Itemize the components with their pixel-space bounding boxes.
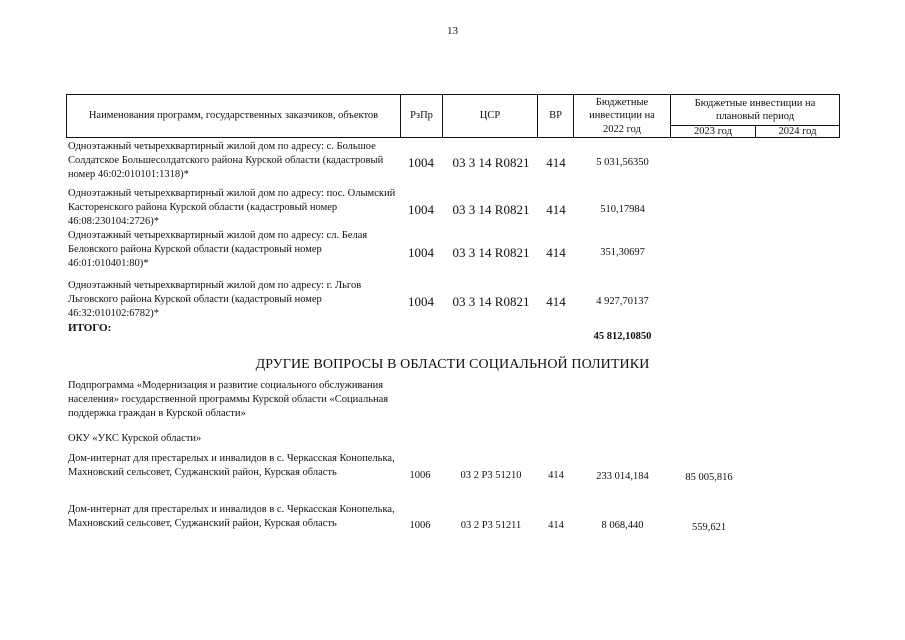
row-csr: 03 2 P3 51211 xyxy=(460,520,522,531)
row-vr: 414 xyxy=(546,245,566,260)
subprogram-title: Подпрограмма «Модернизация и развитие социального обслуживания населения» государственной программы Курской области «Социальная поддержка граждан в Курской области» xyxy=(68,380,389,419)
row-rzpr: 1004 xyxy=(408,294,434,309)
row-v2022: 351,30697 xyxy=(600,247,645,258)
row-v2022: 233 014,184 xyxy=(596,471,649,482)
row-v2023: 559,621 xyxy=(691,522,727,533)
row-name: Одноэтажный четырехквартирный жилой дом по адресу: пос. Олымский Касторенского района Курской области (кадастровый номер 46:08:230104:2726)* xyxy=(68,188,396,227)
row-v2022: 5 031,56350 xyxy=(596,157,649,168)
total-label: ИТОГО: xyxy=(68,322,112,334)
row-csr: 03 3 14 R0821 xyxy=(452,294,530,309)
row-name: Одноэтажный четырехквартирный жилой дом по адресу: сл. Белая Беловского района Курской области (кадастровый номер 46:01:010401:80)* xyxy=(68,230,368,269)
row-csr: 03 3 14 R0821 xyxy=(452,155,530,170)
header-rzpr: РзПр xyxy=(400,94,443,138)
header-2024: 2024 год xyxy=(755,125,840,138)
header-name: Наименования программ, государственных заказчиков, объектов xyxy=(66,94,401,138)
row-vr: 414 xyxy=(546,294,566,309)
row-csr: 03 2 P3 51210 xyxy=(460,470,522,481)
row-rzpr: 1006 xyxy=(409,520,431,531)
row-name: Одноэтажный четырехквартирный жилой дом по адресу: г. Льгов Льговского района Курской области (кадастровый номер 46:32:010102:6782)* xyxy=(68,280,362,319)
row-name: Дом-интернат для престарелых и инвалидов в с. Черкасская Конопелька, Махновский сельсовет, Суджанский район, Курская область xyxy=(68,453,395,478)
row-vr: 414 xyxy=(546,202,566,217)
row-name: Одноэтажный четырехквартирный жилой дом по адресу: с. Большое Солдатское Большесолдатского района Курской области (кадастровый номер 46:02:010101:1318)* xyxy=(68,141,384,180)
row-v2022: 4 927,70137 xyxy=(596,296,649,307)
row-rzpr: 1006 xyxy=(409,470,431,481)
row-csr: 03 3 14 R0821 xyxy=(452,245,530,260)
row-csr: 03 3 14 R0821 xyxy=(452,202,530,217)
row-v2023: 85 005,816 xyxy=(685,472,733,483)
customer-name: ОКУ «УКС Курской области» xyxy=(68,433,202,444)
row-rzpr: 1004 xyxy=(408,245,434,260)
header-invest-2022: Бюджетные инвестиции на 2022 год xyxy=(573,94,671,138)
row-v2022: 8 068,440 xyxy=(601,520,644,531)
page-number: 13 xyxy=(447,25,458,37)
header-vr: ВР xyxy=(537,94,574,138)
header-csr: ЦСР xyxy=(442,94,538,138)
row-vr: 414 xyxy=(546,155,566,170)
row-v2022: 510,17984 xyxy=(600,204,645,215)
row-vr: 414 xyxy=(548,470,564,481)
header-plan-period: Бюджетные инвестиции на плановый период xyxy=(670,94,840,126)
section-title: ДРУГИЕ ВОПРОСЫ В ОБЛАСТИ СОЦИАЛЬНОЙ ПОЛИТИКИ xyxy=(255,357,650,372)
header-2023: 2023 год xyxy=(670,125,756,138)
row-rzpr: 1004 xyxy=(408,155,434,170)
row-rzpr: 1004 xyxy=(408,202,434,217)
row-vr: 414 xyxy=(548,520,564,531)
total-value: 45 812,10850 xyxy=(593,331,652,342)
row-name: Дом-интернат для престарелых и инвалидов в с. Черкасская Конопелька, Махновский сельсовет, Суджанский район, Курская область xyxy=(68,504,395,529)
